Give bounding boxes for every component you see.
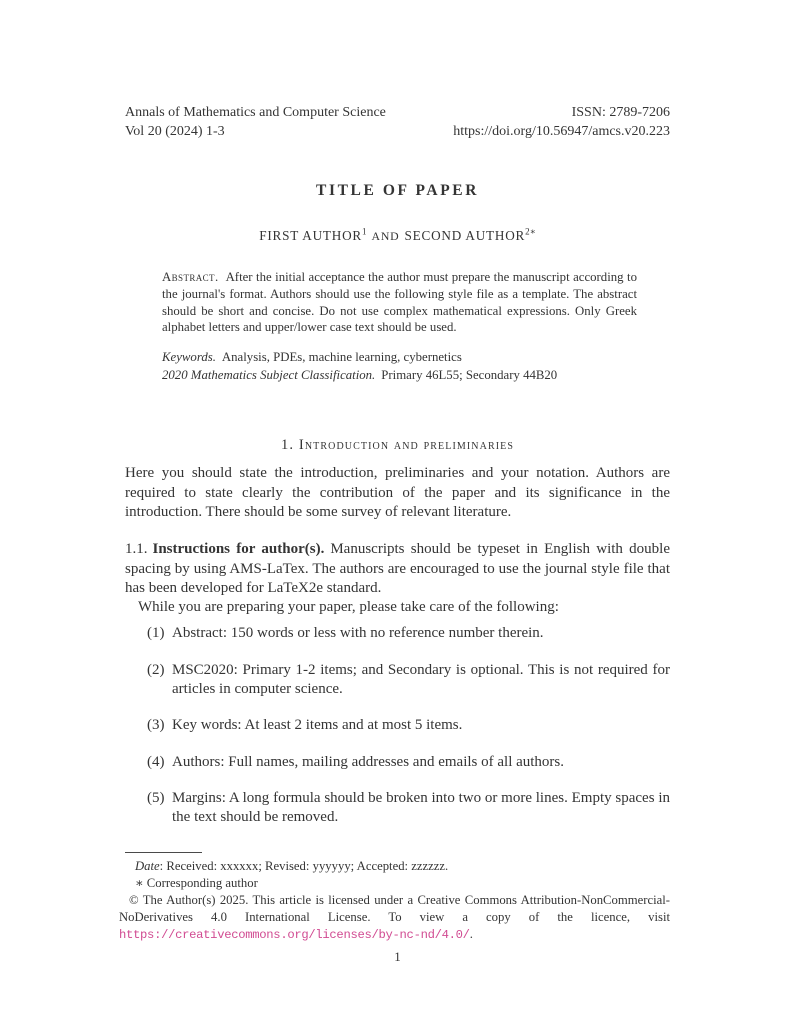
license-link[interactable]: https://creativecommons.org/licenses/by-nc-nd/4.0/ [119,927,470,942]
journal-name: Annals of Mathematics and Computer Science [125,105,386,120]
date-label: Date [135,858,160,873]
page-number: 1 [394,948,401,964]
subsection-paragraph [125,540,670,598]
keywords-line [162,349,637,367]
msc-text: Primary 46L55; Secondary 44B20 [381,367,558,382]
running-head-left [125,103,386,141]
subsection-number: 1.1. [125,541,148,558]
date-text: : Received: xxxxxx; Revised: yyyyyy; Accepted: zzzzzz. [159,858,449,873]
checklist-text: Authors: Full names, mailing addresses and emails of all authors. [172,753,565,770]
checklist-marker: (3) [147,717,165,734]
author-second: SECOND AUTHOR [404,228,526,243]
date-footnote [125,858,670,875]
license-text: © The Author(s) 2025. This article is licensed under a Creative Commons Attribution-NonCommercial-NoDerivatives 4.0 International License. To view a copy of the licence, visit [119,892,670,924]
corresponding-author-footnote: ∗ Corresponding author [135,875,258,890]
authors-line [125,228,670,244]
license-period: . [469,926,473,941]
checklist-text: Key words: At least 2 items and at most 5 items. [172,717,463,734]
footnote-rule [125,852,202,853]
msc-label: 2020 Mathematics Subject Classification. [162,367,376,382]
license-footnote [119,892,670,944]
running-head [125,103,670,141]
issn: ISSN: 2789-7206 [571,105,670,120]
checklist-text: Abstract: 150 words or less with no reference number therein. [172,625,544,642]
checklist-text: Margins: A long formula should be broken into two or more lines. Empty spaces in the text should be removed. [172,789,670,826]
keywords-text: Analysis, PDEs, machine learning, cybernetics [221,350,462,365]
subsection-title: Instructions for author(s). [152,541,325,558]
paper-title: TITLE OF PAPER [316,182,479,199]
volume-line: Vol 20 (2024) 1-3 [125,124,225,139]
section-heading: 1. Introduction and preliminaries [280,437,515,454]
checklist-text: MSC2020: Primary 1-2 items; and Secondary is optional. This is not required for articles in computer science. [172,661,670,698]
checklist-marker: (5) [147,789,165,806]
authors-separator: AND [371,229,400,243]
keywords-msc-block [162,349,637,384]
subsection-text: Manuscripts should be typeset in English with double spacing by using AMS-LaTex. The authors are encouraged to use the journal style file that has been developed for LaTeX2e standard. [125,541,670,596]
checklist-marker: (1) [147,625,165,642]
footnote-area [119,852,670,944]
leadin-paragraph: While you are preparing your paper, please take care of the following: [138,599,559,616]
author-first-superscript: 1 [362,226,367,237]
checklist-marker: (4) [147,753,165,770]
abstract [162,269,637,336]
checklist [125,624,670,827]
doi: https://doi.org/10.56947/amcs.v20.223 [453,124,670,139]
checklist-item [125,661,670,700]
msc-line [162,367,637,385]
author-second-superscript: 2∗ [525,226,536,237]
checklist-item [125,716,670,735]
running-head-right [453,103,670,141]
abstract-text: After the initial acceptance the author must prepare the manuscript according to the journal's format. Authors should use the following style file as a template. The abstract should be short and concise. Do not use complex mathematical expressions. Only Greek alphabet letters and upper/lower case text should be used. [162,270,637,335]
author-first: FIRST AUTHOR [259,228,363,243]
checklist-item [125,624,670,643]
checklist-item [125,753,670,772]
keywords-label: Keywords. [162,350,216,365]
intro-paragraph: Here you should state the introduction, preliminaries and your notation. Authors are required to state clearly the contribution of the paper and its significance in the introduction. There should be some survey of relevant literature. [125,465,670,520]
checklist-item [125,789,670,828]
abstract-label: Abstract. [162,270,219,284]
checklist-marker: (2) [147,661,165,678]
